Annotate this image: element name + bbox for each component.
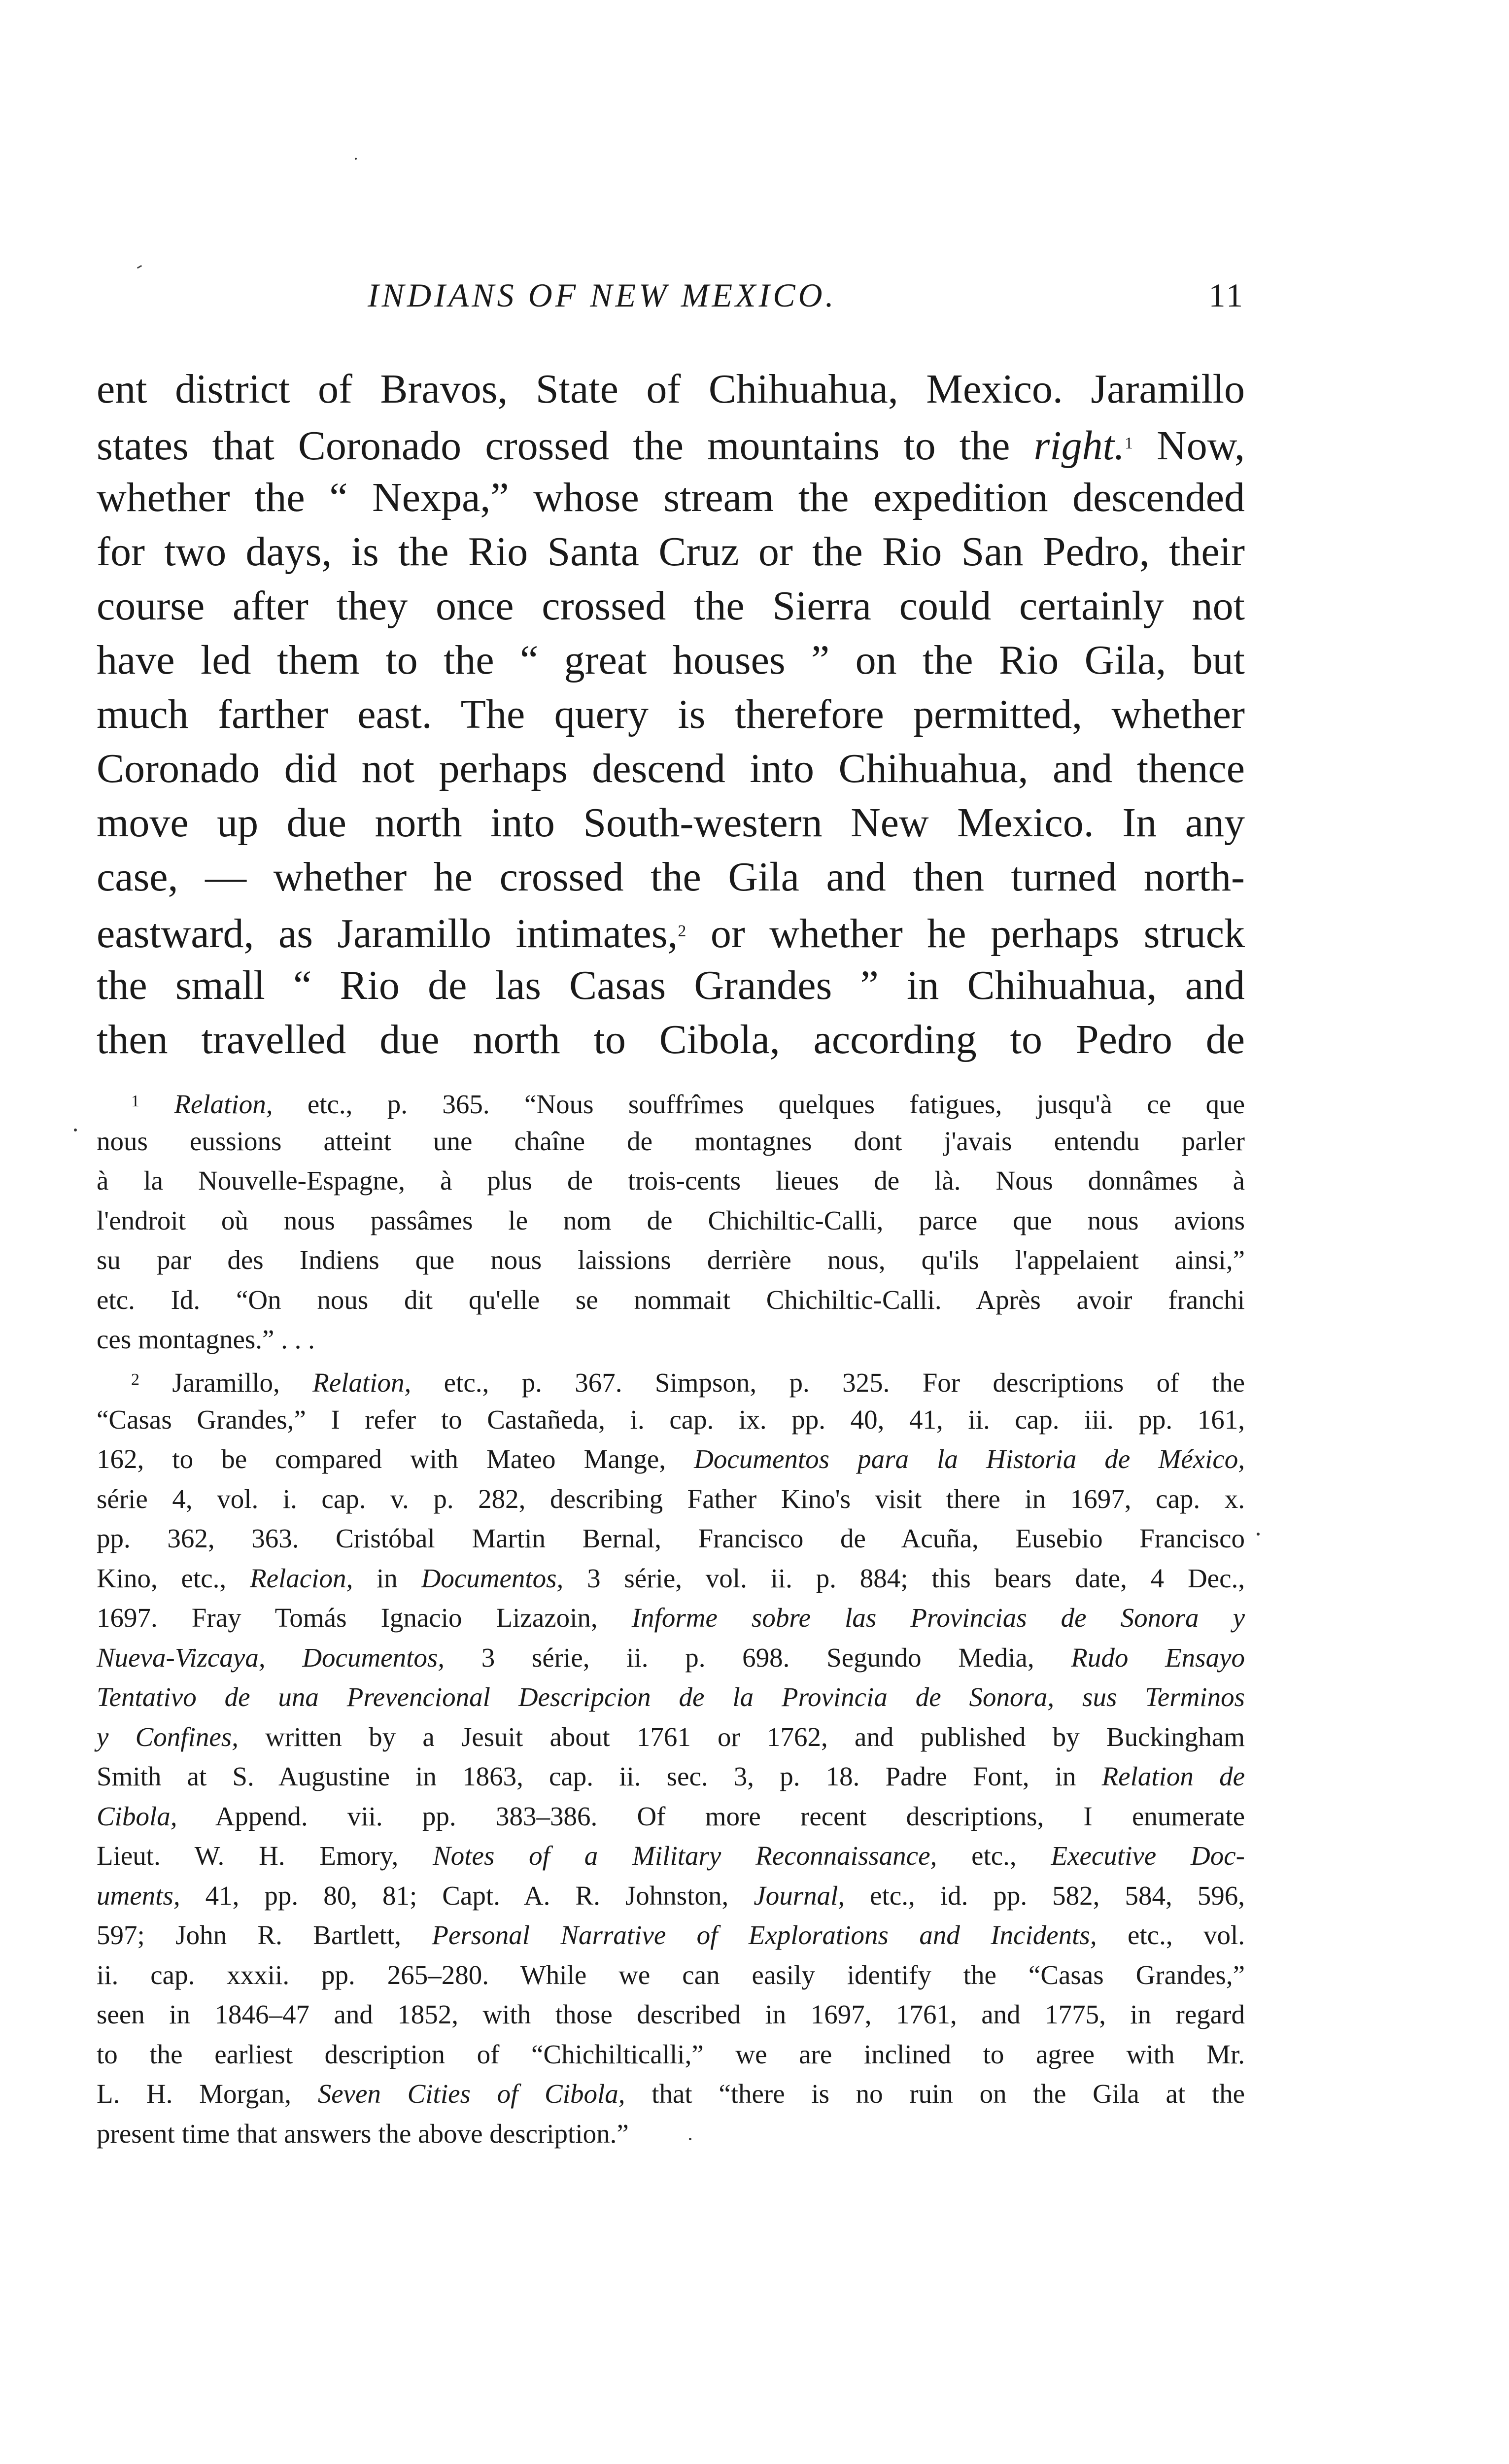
footnote-number: 2 bbox=[131, 1370, 139, 1389]
footnote-line: ii. cap. xxxii. pp. 265–280. While we can easily identify the “Casas Grandes,” bbox=[97, 1959, 1245, 1990]
text-line-end: Now, bbox=[1132, 423, 1245, 469]
citation-title: Seven Cities of Cibola, bbox=[317, 2079, 625, 2109]
footnote-text: etc., bbox=[937, 1841, 1051, 1871]
footnote-line: etc. Id. “On nous dit qu'elle se nommait Chichiltic-Calli. Après avoir franchi bbox=[97, 1284, 1245, 1315]
footnote-1 bbox=[97, 1082, 1245, 1360]
stray-mark bbox=[137, 265, 142, 269]
footnote-text: etc., p. 365. “Nous souffrîmes quelques fatigues, jusqu'à ce que bbox=[273, 1089, 1245, 1119]
text-line-start: eastward, as Jaramillo intimates, bbox=[97, 911, 678, 957]
text-line: Coronado did not perhaps descend into Chihuahua, and thence bbox=[97, 746, 1245, 791]
footnote-line: l'endroit où nous passâmes le nom de Chichiltic-Calli, parce que nous avions bbox=[97, 1205, 1245, 1235]
footnote-line bbox=[97, 2074, 1245, 2114]
footnote-line: pp. 362, 363. Cristóbal Martin Bernal, Francisco de Acuña, Eusebio Francisco bbox=[97, 1523, 1245, 1553]
footnote-text: etc., vol. bbox=[1097, 1920, 1245, 1950]
footnote-line bbox=[97, 1836, 1245, 1876]
citation-title: Documentos, bbox=[302, 1642, 445, 1673]
footnote-line: ces montagnes.” . . . bbox=[97, 1324, 315, 1354]
footnote-line: Tentativo de una Prevencional Descripcion de la Provincia de Sonora, sus Terminos bbox=[97, 1682, 1245, 1712]
footnote-line bbox=[97, 1360, 1245, 1400]
emphasis: right. bbox=[1033, 423, 1125, 469]
text-line: have led them to the “ great houses ” on the Rio Gila, but bbox=[97, 637, 1245, 683]
text-line: then travelled due north to Cibola, according to Pedro de bbox=[97, 1017, 1245, 1062]
text-line: move up due north into South-western New Mexico. In any bbox=[97, 800, 1245, 846]
citation-title: Documentos, bbox=[421, 1563, 564, 1593]
stray-mark bbox=[1257, 1533, 1260, 1536]
footnote-text: in bbox=[353, 1563, 421, 1593]
text-line bbox=[97, 904, 1245, 958]
page-header bbox=[97, 276, 1245, 320]
citation-title: Rudo Ensayo bbox=[1071, 1642, 1245, 1673]
stray-mark bbox=[689, 2138, 691, 2140]
citation-title: Documentos para la Historia de México, bbox=[694, 1444, 1245, 1474]
citation-title: Nueva-Vizcaya, bbox=[97, 1642, 266, 1673]
text-line-end: or whether he perhaps struck bbox=[686, 911, 1245, 957]
running-title: INDIANS OF NEW MEXICO. bbox=[368, 276, 837, 314]
text-line bbox=[97, 416, 1245, 471]
footnote-line: su par des Indiens que nous laissions derrière nous, qu'ils l'appelaient ainsi,” bbox=[97, 1245, 1245, 1275]
footnote-text: 3 série, vol. ii. p. 884; this bears date, 4 Dec., bbox=[563, 1563, 1245, 1593]
footnote-line bbox=[97, 1757, 1245, 1797]
citation-title: Executive Doc- bbox=[1051, 1841, 1245, 1871]
footnote-line: “Casas Grandes,” I refer to Castañeda, i. cap. ix. pp. 40, 41, ii. cap. iii. pp. 161, bbox=[97, 1404, 1245, 1435]
footnote-line bbox=[97, 1559, 1245, 1599]
footnote-line: série 4, vol. i. cap. v. p. 282, describing Father Kino's visit there in 1697, cap. x. bbox=[97, 1483, 1245, 1514]
footnote-line bbox=[97, 1638, 1245, 1678]
footnote-number: 1 bbox=[131, 1092, 139, 1110]
citation-title: Relation de bbox=[1101, 1761, 1245, 1791]
citation-title: Cibola, bbox=[97, 1801, 177, 1831]
citation-title: Informe sobre las Provincias de Sonora y bbox=[631, 1603, 1245, 1633]
footnote-text: that “there is no ruin on the Gila at the bbox=[625, 2079, 1245, 2109]
stray-mark bbox=[74, 1129, 77, 1131]
footnote-line bbox=[97, 1717, 1245, 1757]
page-number: 11 bbox=[1208, 276, 1245, 314]
footnote-text: etc., p. 367. Simpson, p. 325. For descriptions of the bbox=[411, 1368, 1245, 1398]
stray-mark bbox=[355, 158, 357, 160]
footnote-text: 1697. Fray Tomás Ignacio Lizazoin, bbox=[97, 1603, 632, 1633]
footnote-line: nous eussions atteint une chaîne de montagnes dont j'avais entendu parler bbox=[97, 1126, 1245, 1156]
footnote-text: Append. vii. pp. 383–386. Of more recent descriptions, I enumerate bbox=[177, 1801, 1245, 1831]
footnote-line bbox=[97, 1916, 1245, 1955]
citation-title: y Confines, bbox=[97, 1721, 239, 1752]
citation-title: Notes of a Military Reconnaissance, bbox=[433, 1841, 937, 1871]
footnote-line: seen in 1846–47 and 1852, with those described in 1697, 1761, and 1775, in regard bbox=[97, 1999, 1245, 2029]
footnote-line: to the earliest description of “Chichilticalli,” we are inclined to agree with Mr. bbox=[97, 2039, 1245, 2069]
footnote-marker[interactable]: 2 bbox=[678, 922, 686, 940]
footnote-text: 597; John R. Bartlett, bbox=[97, 1920, 432, 1950]
footnote-text: Jaramillo, bbox=[172, 1368, 313, 1398]
citation-title: Relation, bbox=[312, 1368, 412, 1398]
body-text bbox=[97, 362, 1245, 1067]
footnote-text: etc., id. pp. 582, 584, 596, bbox=[845, 1880, 1245, 1911]
text-line: much farther east. The query is therefore permitted, whether bbox=[97, 691, 1245, 737]
footnote-text: Smith at S. Augustine in 1863, cap. ii. sec. 3, p. 18. Padre Font, in bbox=[97, 1761, 1102, 1791]
footnote-line bbox=[97, 1439, 1245, 1479]
text-line: ent district of Bravos, State of Chihuahua, Mexico. Jaramillo bbox=[97, 366, 1245, 412]
footnote-text: L. H. Morgan, bbox=[97, 2079, 318, 2109]
citation-title: uments, bbox=[97, 1880, 180, 1911]
text-line: the small “ Rio de las Casas Grandes ” in Chihuahua, and bbox=[97, 962, 1245, 1008]
footnote-line bbox=[97, 1082, 1245, 1122]
footnote-line: present time that answers the above description.” bbox=[97, 2118, 629, 2149]
footnote-text: Kino, etc., bbox=[97, 1563, 250, 1593]
footnote-line bbox=[97, 1797, 1245, 1837]
citation-title: Journal, bbox=[754, 1880, 845, 1911]
footnote-text: written by a Jesuit about 1761 or 1762, and published by Buckingham bbox=[238, 1721, 1245, 1752]
footnote-line: à la Nouvelle-Espagne, à plus de trois-cents lieues de là. Nous donnâmes à bbox=[97, 1165, 1245, 1196]
footnote-text: 41, pp. 80, 81; Capt. A. R. Johnston, bbox=[180, 1880, 754, 1911]
footnote-text bbox=[266, 1643, 303, 1673]
text-line: whether the “ Nexpa,” whose stream the expedition descended bbox=[97, 475, 1245, 520]
footnote-text: Lieut. W. H. Emory, bbox=[97, 1841, 433, 1871]
footnote-marker[interactable]: 1 bbox=[1124, 434, 1133, 452]
text-line-start: states that Coronado crossed the mountains to the bbox=[97, 423, 1034, 469]
text-line: case, — whether he crossed the Gila and then turned north- bbox=[97, 854, 1245, 900]
citation-title: Personal Narrative of Explorations and Incidents, bbox=[432, 1920, 1097, 1950]
footnote-text: 162, to be compared with Mateo Mange, bbox=[97, 1444, 694, 1474]
footnote-2 bbox=[97, 1360, 1245, 2154]
footnote-line bbox=[97, 1598, 1245, 1638]
text-line: course after they once crossed the Sierra could certainly not bbox=[97, 583, 1245, 629]
citation-title: Relation, bbox=[174, 1089, 273, 1119]
text-line: for two days, is the Rio Santa Cruz or the Rio San Pedro, their bbox=[97, 529, 1245, 575]
footnote-text: 3 série, ii. p. 698. Segundo Media, bbox=[445, 1642, 1071, 1673]
citation-title: Relacion, bbox=[249, 1563, 353, 1593]
footnote-line bbox=[97, 1876, 1245, 1916]
